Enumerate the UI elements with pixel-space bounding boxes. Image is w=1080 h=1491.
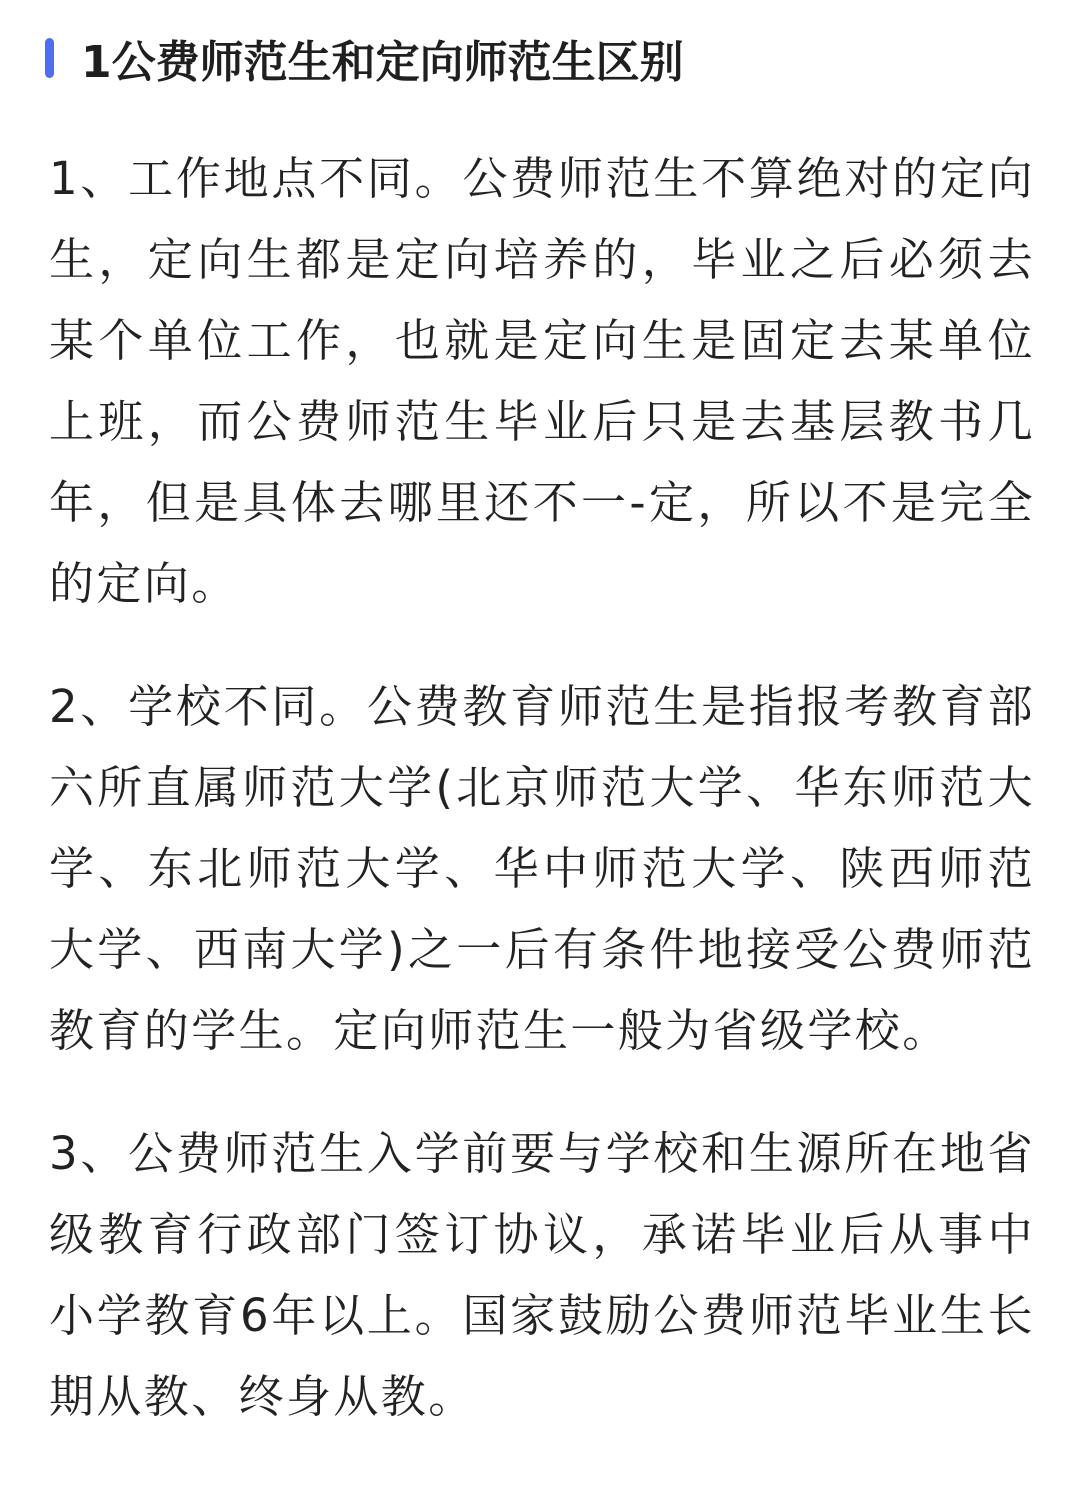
title-accent-bar — [45, 38, 54, 78]
section-header — [45, 26, 684, 90]
paragraph-3: 3、公费师范生入学前要与学校和生源所在地省级教育行政部门签订协议，承诺毕业后从事中小学教育6年以上。国家鼓励公费师范毕业生长期从教、终身从教。 — [49, 1127, 1035, 1423]
paragraph-1: 1、工作地点不同。公费师范生不算绝对的定向生，定向生都是定向培养的，毕业之后必须去某个单位工作，也就是定向生是固定去某单位上班，而公费师范生毕业后只是去基层教书几年，但是具体去哪里还不一-定，所以不是完全的定向。 — [49, 152, 1035, 610]
article-body — [49, 138, 1035, 1479]
section-title: 1公费师范生和定向师范生区别 — [81, 37, 684, 88]
paragraph-2: 2、学校不同。公费教育师范生是指报考教育部六所直属师范大学(北京师范大学、华东师范大学、东北师范大学、华中师范大学、陕西师范大学、西南大学)之一后有条件地接受公费师范教育的学生。定向师范生一般为省级学校。 — [49, 680, 1035, 1057]
